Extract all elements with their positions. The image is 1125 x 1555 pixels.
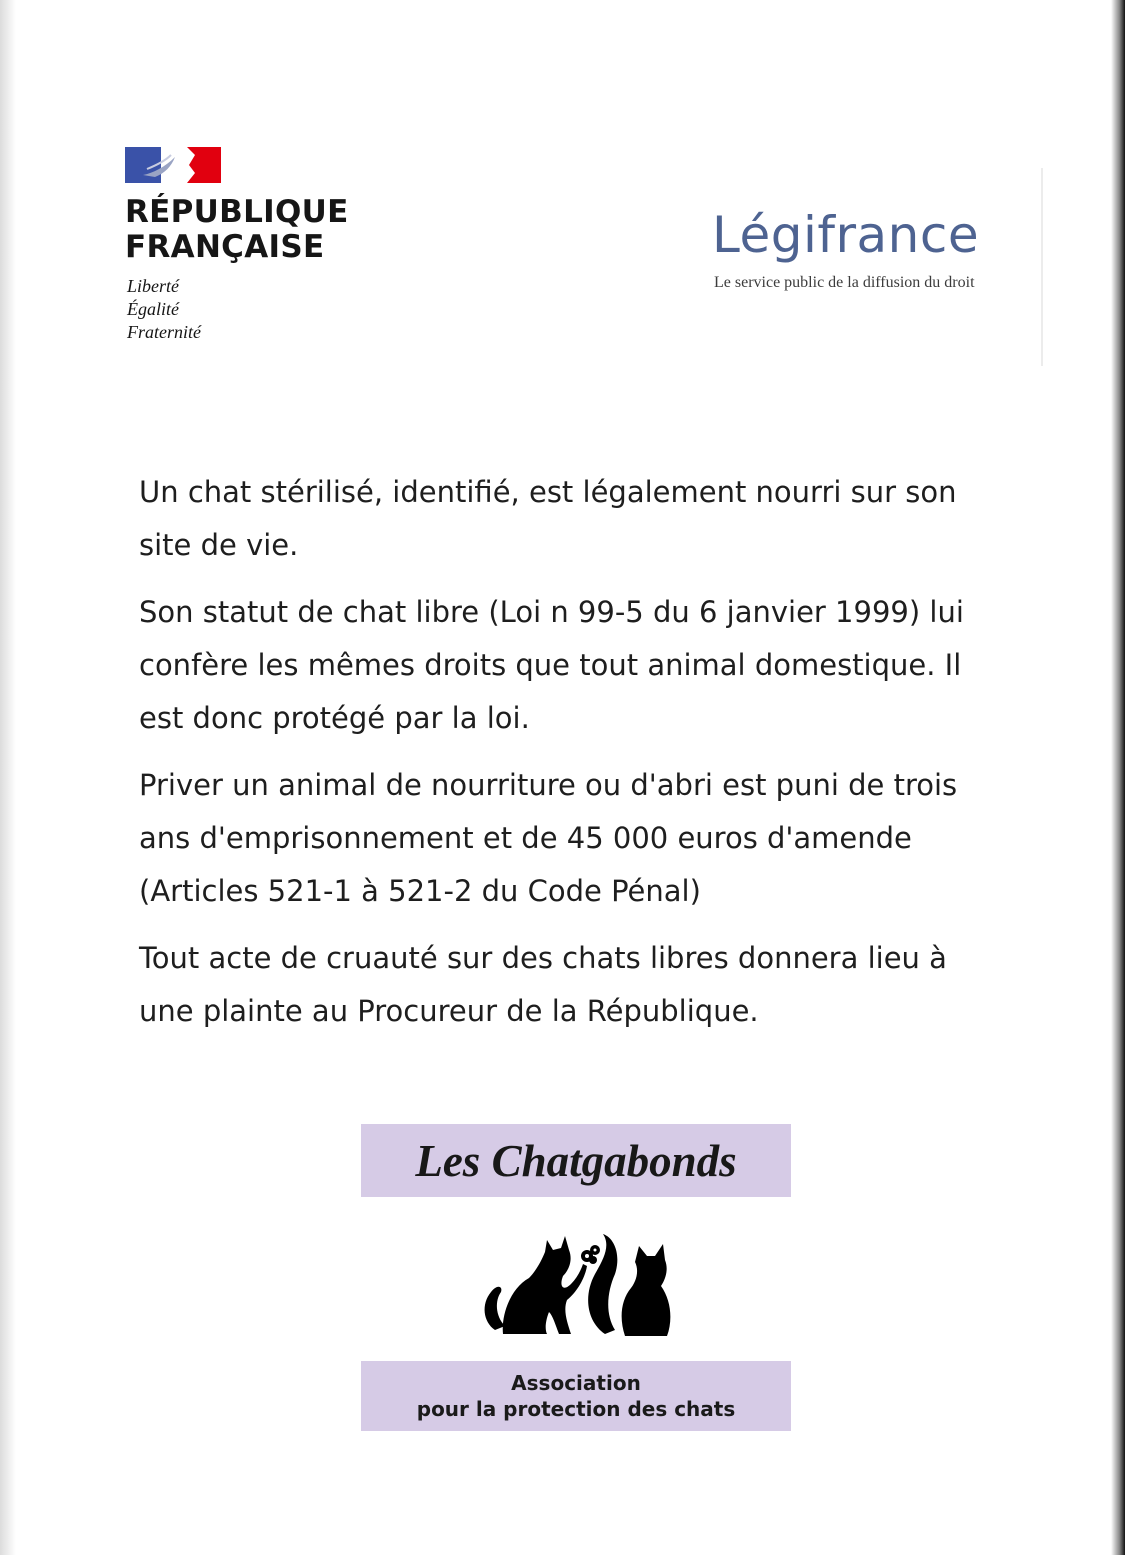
right-edge-shadow [1111, 0, 1125, 1555]
republique-title: RÉPUBLIQUE FRANÇAISE [125, 194, 349, 265]
association-subtitle-banner [361, 1361, 791, 1431]
motto-liberte: Liberté [127, 276, 179, 296]
left-edge-shadow [0, 0, 16, 1555]
two-cats-silhouette-icon [475, 1226, 680, 1346]
association-subtitle-line1: Association [511, 1371, 641, 1395]
paragraph-sterilise: Un chat stérilisé, identifié, est légalement nourri sur son site de vie. [139, 475, 957, 562]
legifrance-name: Légifrance [712, 206, 980, 264]
legifrance-logo [700, 200, 1020, 310]
marianne-flag-logo-icon [125, 147, 221, 183]
legifrance-tagline: Le service public de la diffusion du droit [714, 274, 975, 291]
association-name-banner [361, 1124, 791, 1197]
paragraph-peine: Priver un animal de nourriture ou d'abri est puni de trois ans d'emprisonnement et de 45 000 euros d'amende (Articles 521-1 à 521-2 du Code Pénal) [139, 768, 958, 908]
divider [1041, 168, 1043, 366]
legal-text [139, 466, 999, 1052]
paragraph-cruaute: Tout acte de cruauté sur des chats libres donnera lieu à une plainte au Procureur de la République. [139, 941, 947, 1028]
association-subtitle-line2: pour la protection des chats [416, 1397, 736, 1421]
motto-egalite: Égalité [127, 299, 179, 319]
republique-motto [127, 275, 201, 344]
association-name: Les Chatgabonds [415, 1135, 737, 1186]
republique-francaise-logo [94, 131, 379, 361]
motto-fraternite: Fraternité [127, 322, 201, 342]
paragraph-statut: Son statut de chat libre (Loi n 99-5 du 6 janvier 1999) lui confère les mêmes droits que tout animal domestique. Il est donc protégé par la loi. [139, 595, 964, 735]
